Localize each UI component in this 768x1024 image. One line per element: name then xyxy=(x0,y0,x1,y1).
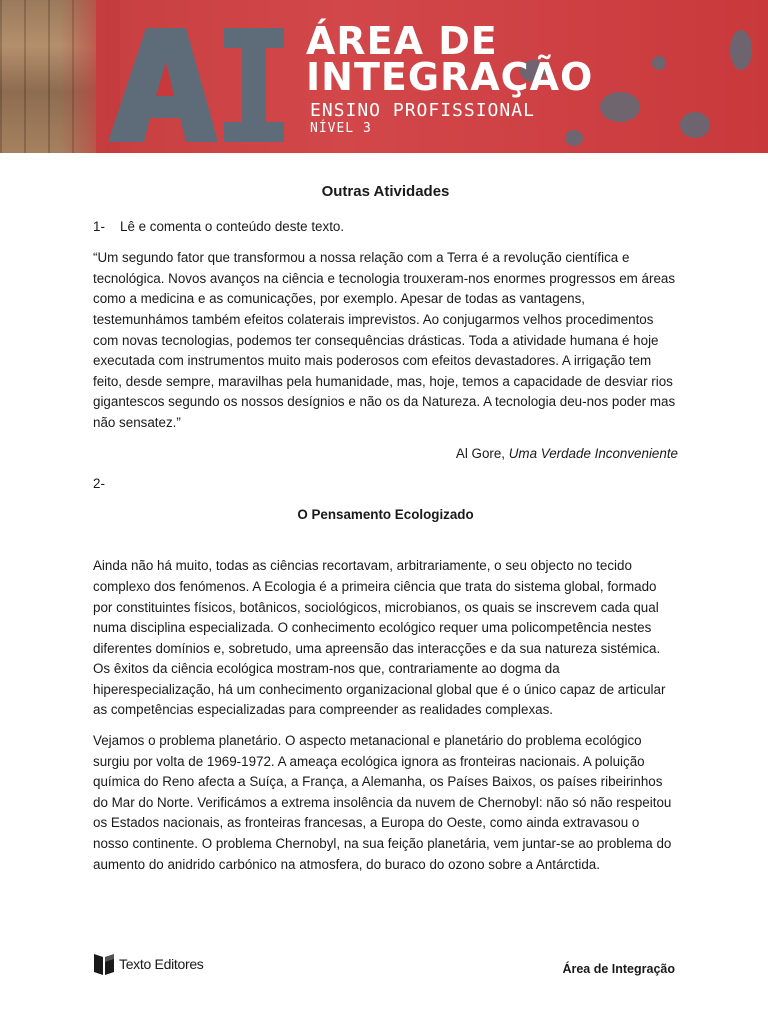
body-paragraph-2: Vejamos o problema planetário. O aspecto metanacional e planetário do problema ecológico surgiu por volta de 1969-1972. A ameaça ecológica ignora as fronteiras nacionais. A poluição química do Reno afecta a Suíça, a França, a Alemanha, os Países Baixos, os países ribeirinhos do Mar do Norte. Verificámos a extrema insolência da nuvem de Chernobyl: não só não respeitou os Estados nacionais, as fronteiras francesas, a Europa do Oeste, como ainda extravasou o nosso continente. O problema Chernobyl, na sua feição planetária, vem juntar-se ao problema do aumento do anidrido carbónico na atmosfera, do buraco do ozono sobre a Antárctida. xyxy=(93,733,672,872)
banner-title-line1: ÁREA DE xyxy=(306,19,498,63)
question-2-number: 2- xyxy=(93,476,105,492)
section-title: O Pensamento Ecologizado xyxy=(297,506,474,522)
quote-attribution xyxy=(93,444,678,465)
paint-splat xyxy=(680,112,710,138)
book-logo-icon xyxy=(93,952,115,976)
quote-paragraph: “Um segundo fator que transformou a nossa relação com a Terra é a revolução científica e tecnológica. Novos avanços na ciência e tecnologia trouxeram-nos enormes progressos em áreas como a medicina e as comunicações, por exemplo. Apesar de todas as vantagens, testemunhámos também efeitos colaterais imprevistos. Ao conjugarmos velhos procedimentos com novas tecnologias, podemos ter consequências drásticas. Toda a atividade humana é hoje executada com instrumentos muito mais poderosos com efeitos devastadores. A irrigação tem feito, desde sempre, maravilhas pela humanidade, mas, hoje, temos a capacidade de desviar rios gigantescos segundo os nossos desígnios e não os da Natureza. A tecnologia deu-nos poder mas não sensatez.” xyxy=(93,250,676,430)
question-text: Lê e comenta o conteúdo deste texto. xyxy=(120,218,345,234)
publisher-logo xyxy=(93,952,204,976)
banner-title-line2: INTEGRAÇÃO xyxy=(306,55,594,99)
question-1 xyxy=(93,217,678,238)
ai-logo-icon xyxy=(100,10,290,150)
paint-splat xyxy=(652,56,666,70)
banner-subtitle: ENSINO PROFISSIONAL xyxy=(310,100,535,121)
publisher-name: Texto Editores xyxy=(119,956,204,972)
header-banner xyxy=(0,0,768,153)
attribution-work: Uma Verdade Inconveniente xyxy=(508,445,678,461)
paint-splat xyxy=(730,30,752,70)
footer-course-name: Área de Integração xyxy=(562,962,675,976)
document-body xyxy=(93,182,678,885)
attribution-author: Al Gore, xyxy=(455,445,506,461)
paint-splat xyxy=(600,92,640,122)
ai-logo-letters xyxy=(100,10,290,150)
question-number: 1- xyxy=(93,218,105,234)
paint-splat xyxy=(565,130,583,146)
body-paragraph-1: Ainda não há muito, todas as ciências recortavam, arbitrariamente, o seu objecto no tecido complexo dos fenómenos. A Ecologia é a primeira ciência que trata do sistema global, formado por constituintes físicos, botânicos, sociológicos, microbianos, os quais se inscrevem cada qual numa disciplina especializada. O conhecimento ecológico requer uma policompetência nestes diferentes domínios e, sobretudo, uma apreensão das interacções e da sua natureza sistémica. Os êxitos da ciência ecológica mostram-nos que, contrariamente ao dogma da hiperespecialização, há um conhecimento organizacional global que é o único capaz de articular as competências especializadas para compreender as realidades complexas. xyxy=(93,558,666,718)
banner-level: NÍVEL 3 xyxy=(310,121,372,136)
page-title: Outras Atividades xyxy=(321,183,450,200)
